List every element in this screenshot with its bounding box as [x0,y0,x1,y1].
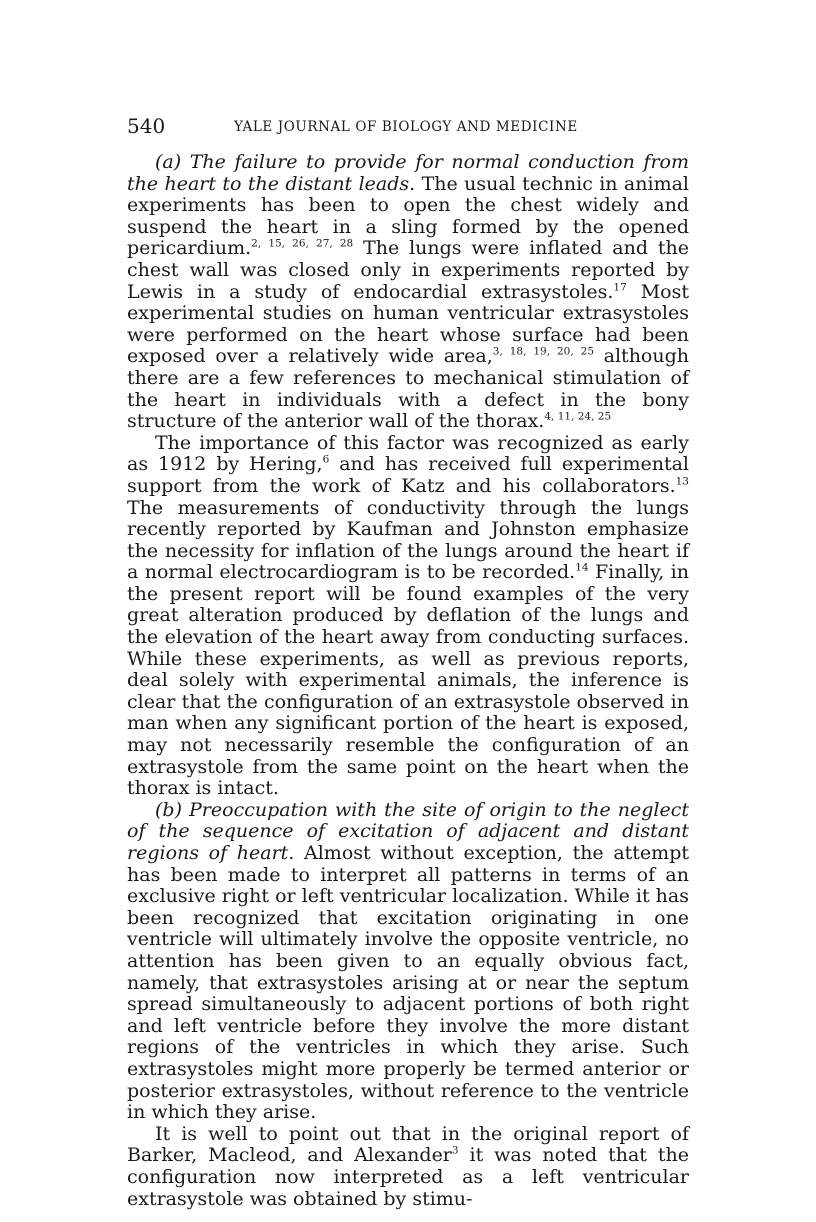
reference-superscript: 3 [451,1144,459,1157]
sentence: Finally, in the present report will be found examples of the very great alteration produced by deflation of the lungs and the elevation of the heart away from conducting surfaces. While these experiments, as well as previous reports, deal solely with experimental animals, the inference is clear that the configuration of an extrasystole observed in man when any significant portion of the heart is exposed, may not necessarily resemble the configuration of an extrasystole from the same point on the heart when the thorax is intact. [127,561,689,800]
heading-preoccupation: Preoccupation with the site of origin to the neglect of the sequence of excitation of adjacent and distant regions of heart. [127,798,689,864]
sentence: Most experimental studies on human ventricular extrasystoles were performed on the heart whose surface had been exposed over a relatively wide area, [127,280,689,368]
running-head: YALE JOURNAL OF BIOLOGY AND MEDICINE [234,119,578,135]
sentence: although there are a few references to mechanical stimulation of the heart in individuals with a defect in the bony structure of the anterior wall of the thorax. [127,345,690,433]
sentence: It is well to point out that in the original report of Barker, Macleod, and Alexander [127,1122,689,1167]
reference-superscript: 3, 18, 19, 20, 25 [492,346,594,359]
reference-superscript: 17 [613,281,627,294]
reference-superscript: 4, 11, 24, 25 [544,410,612,423]
paragraph-text: Almost without exception, the attempt has been made to interpret all patterns in terms of an exclusive right or left ventricular localization. While it has been recognized that excitation originating in one ventricle will ultimately involve the opposite ventricle, no attention has been given to an equally obvious fact, namely, that extrasystoles arising at or near the septum spread simultaneously to adjacent portions of both right and left ventricle before they involve the more distant regions of the ventricles in which they arise. Such extrasystoles might more properly be termed anterior or posterior extrasystoles, without reference to the ventricle in which they arise. [127,842,689,1124]
item-label-b: (b) [155,798,182,821]
reference-superscript: 2, 15, 26, 27, 28 [251,238,354,251]
reference-superscript: 13 [675,475,689,488]
item-label-a: (a) [155,151,182,173]
reference-superscript: 6 [322,453,330,466]
body-text [127,152,689,1210]
paragraph-conduction [127,152,689,433]
sentence: The lungs were inflated and the chest wall was closed only in experiments reported by Lewis in a study of endocardial extrasystoles. [127,237,689,303]
sentence: The measurements of conductivity through the lungs recently reported by Kaufman and Johnston emphasize the necessity for inflation of the lungs around the heart if a normal electrocardiogram is to be recorded. [127,496,689,584]
paragraph-barker [127,1124,689,1210]
paragraph-importance [127,433,689,800]
reference-superscript: 14 [575,561,589,574]
sentence: it was noted that the configuration now interpreted as a left ventricular extrasystole was obtained by stimu- [127,1144,689,1210]
page-header [127,114,689,140]
sentence: The usual technic in animal experiments has been to open the chest widely and suspend the heart in a sling formed by the opened pericardium. [127,172,689,260]
page-number: 540 [127,114,166,138]
sentence: and has received full experimental support from the work of Katz and his collaborators. [127,453,689,497]
heading-conduction: The failure to provide for normal conduction from the heart to the distant leads. [127,151,689,195]
paragraph-preoccupation [127,800,689,1124]
sentence: The importance of this factor was recognized as early as 1912 by Hering, [127,431,689,476]
